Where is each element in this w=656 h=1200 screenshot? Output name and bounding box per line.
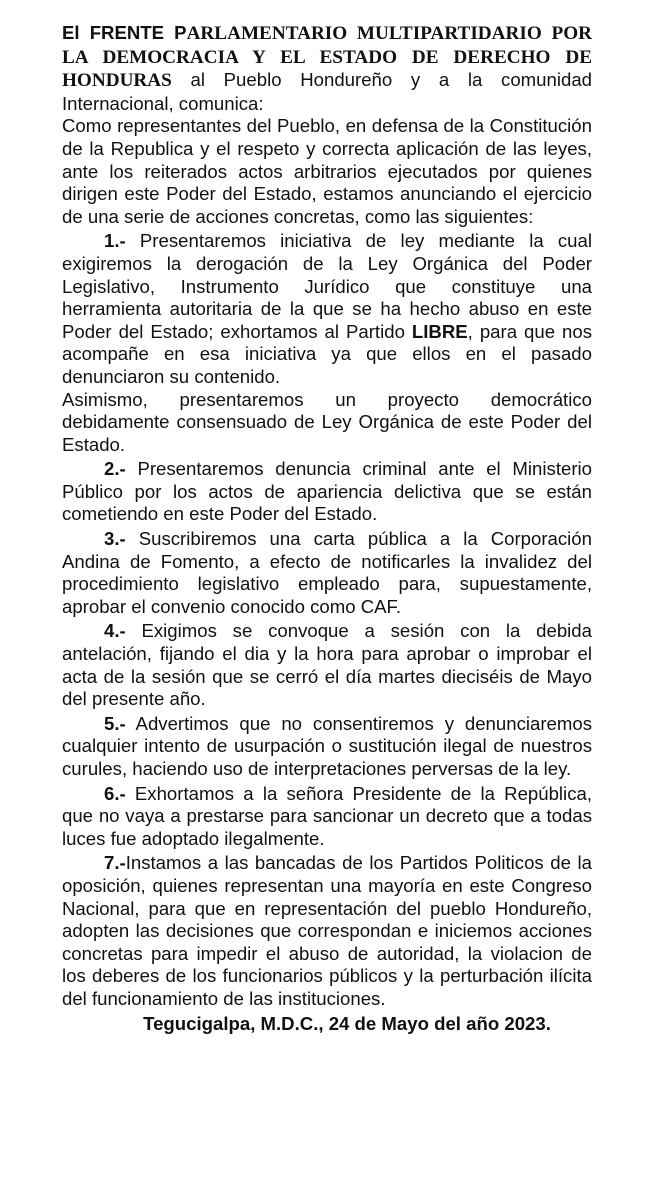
statement-document <box>62 22 592 1035</box>
header-el: El <box>62 22 80 43</box>
header-paragraph <box>62 22 592 115</box>
intro-paragraph: Como representantes del Pueblo, en defensa de la Constitución de la Republica y el respeto y correcta aplicación de las leyes, ante los reiterados actos arbitrarios ejecutados por quienes dirigen este Poder del Estado, estamos anunciando el ejercicio de una serie de acciones concretas, como las siguientes: <box>62 115 592 227</box>
item-4 <box>62 620 592 710</box>
item-text: , para que nos acompañe en esa iniciativa ya que ellos en el pasado denunciaron su contenido. <box>62 320 592 387</box>
item-number: 5.- <box>104 712 126 734</box>
item-text: Suscribiremos una carta pública a la Corporación Andina de Fomento, a efecto de notificarles la invalidez del procedimiento legislativo empleado para, supuestamente, aprobar el convenio conocido como CAF. <box>62 528 592 617</box>
item-number: 1.- <box>104 230 126 252</box>
header-addressee: al Pueblo Hondureño y a la comunidad Internacional, comunica: <box>62 69 592 114</box>
item-text: Exhortamos a la señora Presidente de la República, que no vaya a prestarse para sancionar un decreto que a todas luces fue adoptado ilegalmente. <box>62 782 592 849</box>
item-2 <box>62 458 592 526</box>
item-number: 4.- <box>104 620 126 642</box>
header-frente: FRENTE <box>89 22 165 43</box>
item-text: Presentaremos iniciativa de ley mediante la cual exigiremos la derogación de la Ley Orgánica del Poder Legislativo, Instrumento Jurídico que constituye una herramienta autoritaria de la que se ha hecho abuso en este Poder del Estado; exhortamos al Partido <box>62 230 592 342</box>
item-1-continuation: Asimismo, presentaremos un proyecto democrático debidamente consensuado de Ley Orgánica de este Poder del Estado. <box>62 388 592 455</box>
item-5 <box>62 713 592 781</box>
item-number: 2.- <box>104 458 126 480</box>
header-p: P <box>174 22 187 43</box>
item-3 <box>62 528 592 618</box>
item-text: Advertimos que no consentiremos y denunciaremos cualquier intento de usurpación o sustitución ilegal de nuestros curules, haciendo uso de interpretaciones perversas de la ley. <box>62 712 592 779</box>
closing-date-line: Tegucigalpa, M.D.C., 24 de Mayo del año 2023. <box>143 1012 551 1034</box>
item-text: Instamos a las bancadas de los Partidos Politicos de la oposición, quienes representan una mayoría en este Congreso Nacional, para que en representación del pueblo Hondureño, adopten las decisiones que correspondan e iniciemos acciones concretas para impedir el abuso de autoridad, la violacion de los deberes de los funcionarios públicos y la perturbación ilícita del funcionamiento de las instituciones. <box>62 852 592 1009</box>
item-text: Presentaremos denuncia criminal ante el Ministerio Público por los actos de apariencia delictiva que se están cometiendo en este Poder del Estado. <box>62 458 592 525</box>
item-1 <box>62 230 592 388</box>
header-title: ARLAMENTARIO MULTIPARTIDARIO POR LA DEMOCRACIA Y EL ESTADO DE DERECHO DE HONDURAS <box>62 23 592 92</box>
item-number: 3.- <box>104 528 126 550</box>
party-name: LIBRE <box>411 320 468 342</box>
item-6 <box>62 783 592 851</box>
item-number: 7.- <box>104 852 126 874</box>
item-text: Exigimos se convoque a sesión con la debida antelación, fijando el dia y la hora para aprobar o improbar el acta de la sesión que se cerró el día martes dieciséis de Mayo del presente año. <box>62 620 592 710</box>
item-number: 6.- <box>104 782 126 804</box>
item-7 <box>62 852 592 1010</box>
